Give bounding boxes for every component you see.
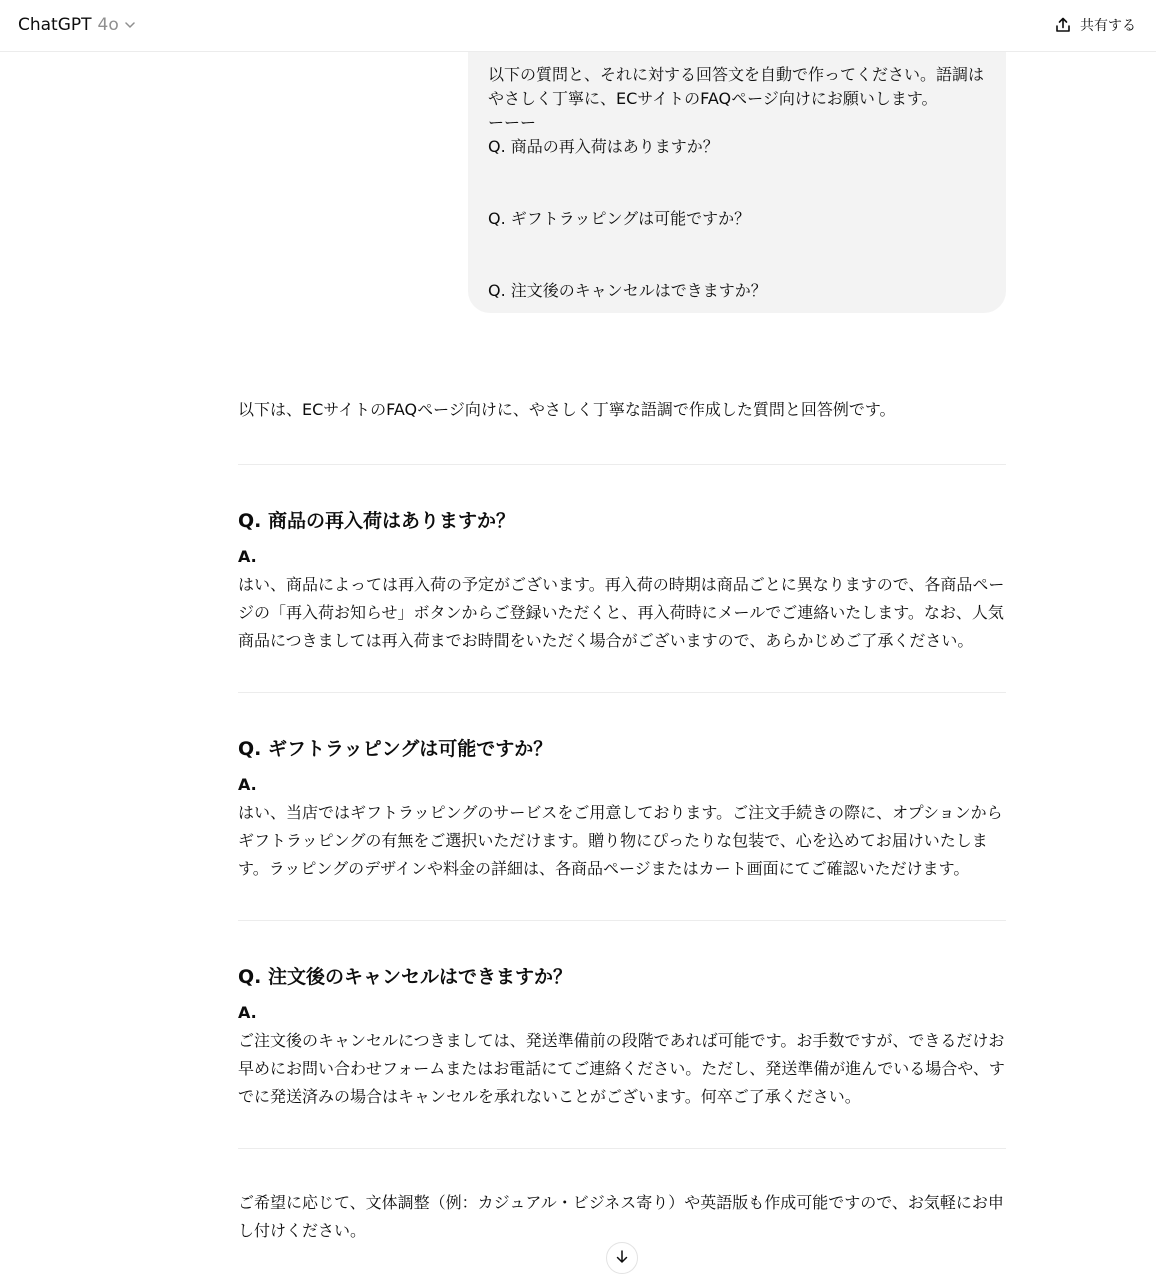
user-message-line: Q. ギフトラッピングは可能ですか？ bbox=[488, 209, 751, 228]
assistant-intro: 以下は、ECサイトのFAQページ向けに、やさしく丁寧な語調で作成した質問と回答例です。 bbox=[238, 400, 896, 419]
faq-answer: はい、当店ではギフトラッピングのサービスをご用意しております。ご注文手続きの際に、オプションからギフトラッピングの有無をご選択いただけます。贈り物にぴったりな包装で、心を込めてお届けいたします。ラッピングのデザインや料金の詳細は、各商品ページまたはカート画面にてご確認いただけます。 bbox=[238, 803, 1003, 878]
divider bbox=[238, 920, 1006, 921]
model-name: ChatGPT bbox=[18, 15, 92, 35]
faq-item bbox=[238, 735, 1006, 921]
faq-question: Q. ギフトラッピングは可能ですか？ bbox=[238, 738, 553, 760]
assistant-message bbox=[238, 396, 1006, 1245]
faq-answer-label: A. bbox=[238, 1003, 257, 1022]
faq-answer-label: A. bbox=[238, 775, 257, 794]
faq-item bbox=[238, 507, 1006, 693]
faq-item bbox=[238, 963, 1006, 1149]
model-selector[interactable] bbox=[18, 13, 137, 37]
user-message-line: ーーー bbox=[488, 113, 537, 132]
arrow-down-icon bbox=[614, 1249, 630, 1269]
chevron-down-icon bbox=[123, 18, 137, 32]
model-version: 4o bbox=[97, 15, 119, 35]
faq-answer-label: A. bbox=[238, 547, 257, 566]
user-message-line: Q. 注文後のキャンセルはできますか？ bbox=[488, 281, 767, 300]
scroll-to-bottom-button[interactable] bbox=[606, 1242, 638, 1274]
share-label: 共有する bbox=[1080, 18, 1136, 34]
user-message-line: Q. 商品の再入荷はありますか？ bbox=[488, 137, 719, 156]
user-message-line: やさしく丁寧に、ECサイトのFAQページ向けにお願いします。 bbox=[488, 89, 938, 108]
faq-answer: はい、商品によっては再入荷の予定がございます。再入荷の時期は商品ごとに異なりますので、各商品ページの「再入荷お知らせ」ボタンからご登録いただくと、再入荷時にメールでご連絡いたします。なお、人気商品につきましては再入荷までお時間をいただく場合がございますので、あらかじめご了承ください。 bbox=[238, 575, 1005, 650]
divider bbox=[238, 1148, 1006, 1149]
faq-question: Q. 商品の再入荷はありますか？ bbox=[238, 510, 515, 532]
faq-answer: ご注文後のキャンセルにつきましては、発送準備前の段階であれば可能です。お手数ですが、できるだけお早めにお問い合わせフォームまたはお電話にてご連絡ください。ただし、発送準備が進んでいる場合や、すでに発送済みの場合はキャンセルを承れないことがございます。何卒ご了承ください。 bbox=[238, 1031, 1005, 1106]
divider bbox=[238, 464, 1006, 465]
assistant-closing: ご希望に応じて、文体調整（例：カジュアル・ビジネス寄り）や英語版も作成可能ですので、お気軽にお申し付けください。 bbox=[238, 1193, 1004, 1240]
top-bar bbox=[0, 0, 1156, 52]
faq-question: Q. 注文後のキャンセルはできますか？ bbox=[238, 966, 572, 988]
user-message-line: 以下の質問と、それに対する回答文を自動で作ってください。語調は bbox=[488, 65, 985, 84]
user-message-bubble bbox=[468, 52, 1006, 313]
share-button[interactable] bbox=[1054, 12, 1136, 38]
divider bbox=[238, 692, 1006, 693]
share-upload-icon bbox=[1054, 16, 1072, 34]
